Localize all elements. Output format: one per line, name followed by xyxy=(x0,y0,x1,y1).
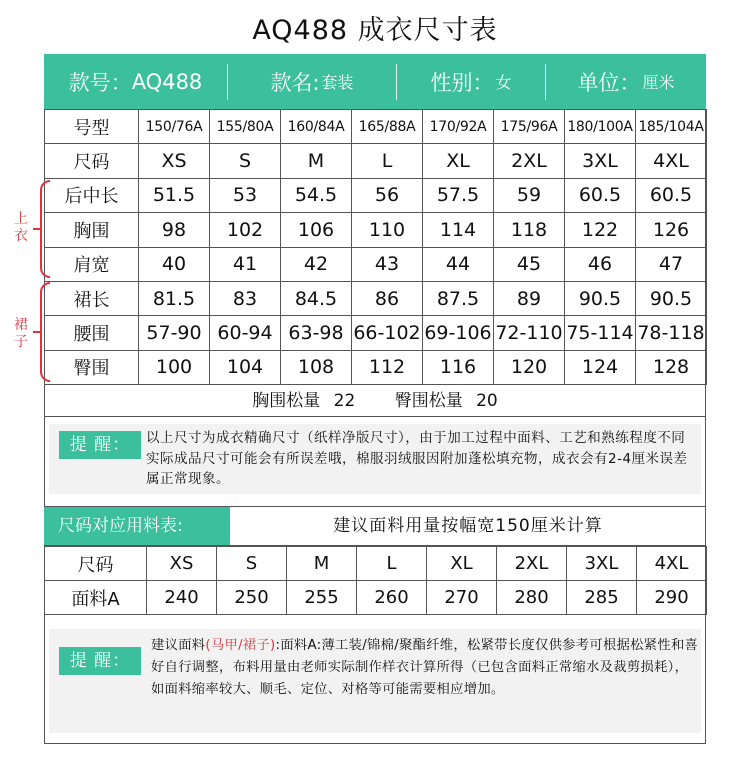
info-bar xyxy=(44,54,706,109)
chest-ease-value: 22 xyxy=(333,391,356,411)
top-group-bracket-tip xyxy=(33,228,41,230)
size-cell: XS xyxy=(139,144,210,178)
value-cell: 66-102 xyxy=(352,316,423,350)
model-row xyxy=(45,110,707,144)
skirt-group-bracket xyxy=(40,282,50,382)
model-cell: 155/80A xyxy=(210,110,281,144)
value-cell: 57.5 xyxy=(423,178,494,212)
value-cell: 110 xyxy=(352,213,423,247)
value-cell: 45 xyxy=(494,247,565,281)
value-cell: 60.5 xyxy=(565,178,636,212)
value-cell: 120 xyxy=(494,350,565,384)
value-cell: 63-98 xyxy=(281,316,352,350)
value-cell: 84.5 xyxy=(281,281,352,315)
value-cell: 60.5 xyxy=(636,178,707,212)
gender-label: 性别： xyxy=(430,70,494,95)
size-table xyxy=(44,109,707,385)
gender-value: 女 xyxy=(495,73,512,92)
model-cell: 170/92A xyxy=(423,110,494,144)
fabric-cell: 280 xyxy=(497,581,567,615)
model-cell: 180/100A xyxy=(565,110,636,144)
model-cell: 185/104A xyxy=(636,110,707,144)
model-cell: 150/76A xyxy=(139,110,210,144)
value-cell: 43 xyxy=(352,247,423,281)
size-cell: 4XL xyxy=(637,547,707,581)
size-cell: 4XL xyxy=(636,144,707,178)
value-cell: 118 xyxy=(494,213,565,247)
table-row xyxy=(45,281,707,315)
style-name-label: 款名: xyxy=(270,70,320,95)
model-cell: 175/96A xyxy=(494,110,565,144)
row-label: 腰围 xyxy=(45,316,139,350)
model-cell: 165/88A xyxy=(352,110,423,144)
skirt-group-bracket-tip xyxy=(33,331,41,333)
value-cell: 89 xyxy=(494,281,565,315)
value-cell: 53 xyxy=(210,178,281,212)
size-cell: 2XL xyxy=(494,144,565,178)
row-label: 臀围 xyxy=(45,350,139,384)
hip-ease-value: 20 xyxy=(476,391,498,411)
unit-cell xyxy=(546,54,706,109)
fabric-reminder-highlight: (马甲/裙子) xyxy=(205,638,276,653)
unit-value: 厘米 xyxy=(642,73,675,92)
value-cell: 60-94 xyxy=(210,316,281,350)
fabric-cell: 285 xyxy=(567,581,637,615)
style-no-value: AQ488 xyxy=(131,69,203,94)
fabric-reminder-badge: 提 醒： xyxy=(59,647,141,675)
value-cell: 98 xyxy=(139,213,210,247)
value-cell: 106 xyxy=(281,213,352,247)
top-group-bracket xyxy=(40,180,50,278)
ease-row xyxy=(44,385,706,417)
table-row xyxy=(45,213,707,247)
value-cell: 112 xyxy=(352,350,423,384)
material-subtitle: 建议面料用量按幅宽150厘米计算 xyxy=(333,516,603,536)
value-cell: 128 xyxy=(636,350,707,384)
value-cell: 86 xyxy=(352,281,423,315)
value-cell: 56 xyxy=(352,178,423,212)
reminder-badge: 提 醒： xyxy=(59,431,141,459)
value-cell: 126 xyxy=(636,213,707,247)
fabric-cell: 290 xyxy=(637,581,707,615)
table-row xyxy=(45,316,707,350)
value-cell: 81.5 xyxy=(139,281,210,315)
table-row xyxy=(45,350,707,384)
fabric-row xyxy=(45,581,707,615)
fabric-reminder-prefix: 建议面料 xyxy=(151,638,206,653)
style-no-cell xyxy=(44,54,227,109)
row-label: 面料A xyxy=(45,581,147,615)
value-cell: 90.5 xyxy=(565,281,636,315)
value-cell: 44 xyxy=(423,247,494,281)
style-name-value: 套装 xyxy=(321,73,354,92)
value-cell: 40 xyxy=(139,247,210,281)
size-cell: M xyxy=(287,547,357,581)
row-label: 尺码 xyxy=(45,547,147,581)
table-row xyxy=(45,178,707,212)
page-title: AQ488 成衣尺寸表 xyxy=(252,15,498,46)
size-cell: L xyxy=(357,547,427,581)
reminder-box xyxy=(49,424,701,494)
value-cell: 59 xyxy=(494,178,565,212)
fabric-reminder-body: :面料A:薄工装/锦棉/聚酯纤维，松紧带长度仅供参考可根据松紧性和喜好自行调整，布料用量由老师实际制作样衣计算所得（已包含面料正常缩水及裁剪损耗），如面料缩率较大、顺毛、定位、对格等可能需要相应增加。 xyxy=(151,638,699,697)
value-cell: 108 xyxy=(281,350,352,384)
size-cell: XL xyxy=(423,144,494,178)
value-cell: 47 xyxy=(636,247,707,281)
gender-cell xyxy=(397,54,545,109)
size-cell: S xyxy=(217,547,287,581)
value-cell: 41 xyxy=(210,247,281,281)
size-cell: 3XL xyxy=(567,547,637,581)
top-group-label: 上衣 xyxy=(14,211,28,244)
material-header xyxy=(44,506,706,546)
value-cell: 104 xyxy=(210,350,281,384)
row-label: 后中长 xyxy=(45,178,139,212)
value-cell: 51.5 xyxy=(139,178,210,212)
value-cell: 100 xyxy=(139,350,210,384)
fabric-cell: 260 xyxy=(357,581,427,615)
fabric-cell: 255 xyxy=(287,581,357,615)
value-cell: 57-90 xyxy=(139,316,210,350)
value-cell: 78-118 xyxy=(636,316,707,350)
unit-label: 单位： xyxy=(577,70,641,95)
model-cell: 160/84A xyxy=(281,110,352,144)
fabric-cell: 240 xyxy=(147,581,217,615)
chest-ease-label: 胸围松量 xyxy=(252,391,321,411)
material-title: 尺码对应用料表: xyxy=(44,507,230,545)
size-cell: M xyxy=(281,144,352,178)
size-cell: S xyxy=(210,144,281,178)
fabric-cell: 270 xyxy=(427,581,497,615)
value-cell: 114 xyxy=(423,213,494,247)
style-no-label: 款号： xyxy=(68,70,132,95)
fabric-cell: 250 xyxy=(217,581,287,615)
value-cell: 54.5 xyxy=(281,178,352,212)
fabric-reminder-box xyxy=(49,629,701,733)
size-cell: 2XL xyxy=(497,547,567,581)
value-cell: 46 xyxy=(565,247,636,281)
value-cell: 75-114 xyxy=(565,316,636,350)
fabric-reminder-text xyxy=(151,635,701,701)
row-label: 裙长 xyxy=(45,281,139,315)
row-label: 肩宽 xyxy=(45,247,139,281)
size-row xyxy=(45,144,707,178)
value-cell: 116 xyxy=(423,350,494,384)
value-cell: 124 xyxy=(565,350,636,384)
table-row xyxy=(45,247,707,281)
skirt-group-label: 裙子 xyxy=(14,317,28,350)
size-cell: XL xyxy=(427,547,497,581)
row-label: 胸围 xyxy=(45,213,139,247)
reminder-text: 以上尺寸为成衣精确尺寸（纸样净版尺寸），由于加工过程中面料、工艺和熟练程度不同实际成品尺寸可能会有所误差哦，棉服羽绒服因附加蓬松填充物，成衣会有2-4厘米误差属正常现象。 xyxy=(146,430,688,487)
value-cell: 69-106 xyxy=(423,316,494,350)
row-label: 号型 xyxy=(45,110,139,144)
material-size-row xyxy=(45,547,707,581)
value-cell: 87.5 xyxy=(423,281,494,315)
value-cell: 83 xyxy=(210,281,281,315)
value-cell: 42 xyxy=(281,247,352,281)
row-label: 尺码 xyxy=(45,144,139,178)
value-cell: 90.5 xyxy=(636,281,707,315)
hip-ease-label: 臀围松量 xyxy=(394,391,463,411)
value-cell: 72-110 xyxy=(494,316,565,350)
value-cell: 102 xyxy=(210,213,281,247)
value-cell: 122 xyxy=(565,213,636,247)
size-cell: XS xyxy=(147,547,217,581)
size-cell: 3XL xyxy=(565,144,636,178)
size-cell: L xyxy=(352,144,423,178)
material-table xyxy=(44,546,707,615)
style-name-cell xyxy=(228,54,396,109)
